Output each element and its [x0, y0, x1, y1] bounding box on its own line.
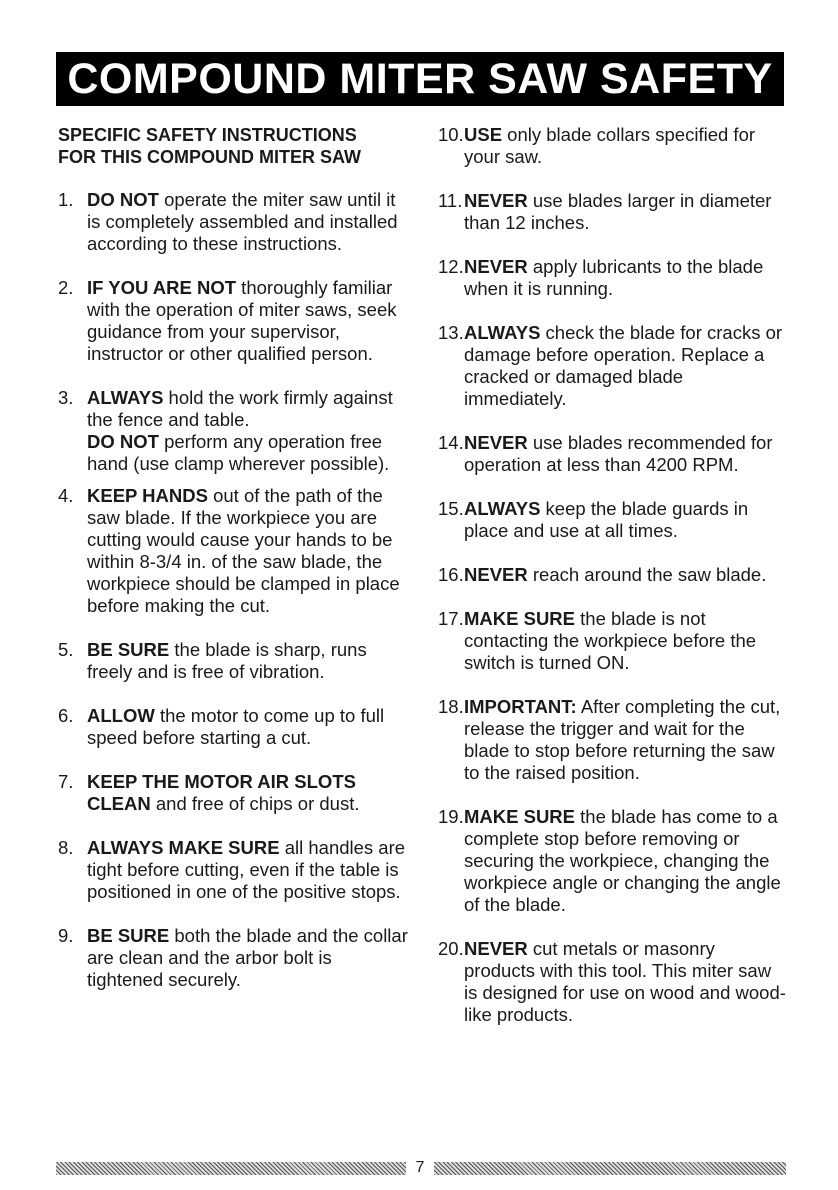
title-banner [56, 52, 784, 106]
item-body: only blade collars specified for your saw. [464, 124, 756, 167]
item-number: 5. [58, 639, 74, 660]
item-body: cut metals or masonry products with this tool. This miter saw is designed for use on wood and wood-like products. [464, 938, 786, 1025]
instruction-item-6 [58, 705, 408, 749]
item-text [464, 696, 788, 784]
instruction-item-10 [438, 124, 788, 168]
instruction-item-16 [438, 564, 788, 586]
item-number: 7. [58, 771, 74, 792]
item-lead: KEEP HANDS [87, 485, 208, 506]
footer-hatch-right [434, 1162, 786, 1175]
item-number: 8. [58, 837, 74, 858]
item-body-2: perform any operation free hand (use clamp wherever possible). [87, 431, 390, 474]
instruction-item-19 [438, 806, 788, 916]
item-lead: BE SURE [87, 925, 170, 946]
item-text [87, 485, 408, 617]
item-second-sentence [87, 431, 408, 475]
item-body: out of the path of the saw blade. If the workpiece you are cutting would cause your hands to be within 8-3/4 in. of the saw blade, the workpiece should be clamped in place before making the cut. [87, 485, 400, 616]
page-number: 7 [415, 1159, 425, 1176]
item-number: 19. [438, 806, 464, 827]
item-number: 2. [58, 277, 74, 298]
item-body: thoroughly familiar with the operation of miter saws, seek guidance from your supervisor, instructor or other qualified person. [87, 277, 397, 364]
item-text [464, 322, 788, 410]
instruction-item-20 [438, 938, 788, 1026]
item-number: 16. [438, 564, 464, 585]
item-body: operate the miter saw until it is completely assembled and installed according to these instructions. [87, 189, 398, 254]
item-body: the blade is sharp, runs freely and is free of vibration. [87, 639, 367, 682]
item-lead: NEVER [464, 432, 528, 453]
item-body: the motor to come up to full speed before starting a cut. [87, 705, 385, 748]
item-lead: ALWAYS MAKE SURE [87, 837, 280, 858]
item-lead-2: DO NOT [87, 431, 159, 452]
item-number: 1. [58, 189, 74, 210]
instruction-item-4 [58, 485, 408, 617]
instruction-item-8 [58, 837, 408, 903]
instruction-item-17 [438, 608, 788, 674]
item-body: reach around the saw blade. [527, 564, 767, 585]
right-column [438, 124, 788, 1026]
item-number: 17. [438, 608, 464, 629]
item-text [87, 705, 408, 749]
item-text [87, 387, 408, 475]
item-lead: NEVER [464, 938, 528, 959]
item-text [464, 124, 788, 168]
item-text [464, 256, 788, 300]
item-lead: ALWAYS [87, 387, 164, 408]
item-number: 15. [438, 498, 464, 519]
item-lead: IF YOU ARE NOT [87, 277, 237, 298]
item-lead: MAKE SURE [464, 608, 576, 629]
item-text [464, 498, 788, 542]
instruction-item-11 [438, 190, 788, 234]
item-number: 9. [58, 925, 74, 946]
item-number: 13. [438, 322, 464, 343]
item-text [87, 771, 408, 815]
instruction-item-5 [58, 639, 408, 683]
item-body: hold the work firmly against the fence and table. [87, 387, 393, 430]
item-lead: MAKE SURE [464, 806, 576, 827]
section-heading-line-1: SPECIFIC SAFETY INSTRUCTIONS [58, 125, 357, 145]
item-lead: NEVER [464, 190, 528, 211]
item-text [464, 608, 788, 674]
section-heading [58, 124, 408, 168]
item-number: 14. [438, 432, 464, 453]
item-body: use blades larger in diameter than 12 inches. [464, 190, 772, 233]
item-body: the blade is not contacting the workpiece before the switch is turned ON. [464, 608, 757, 673]
item-body: apply lubricants to the blade when it is running. [464, 256, 764, 299]
instruction-item-7 [58, 771, 408, 815]
left-column [58, 124, 408, 991]
item-text [87, 189, 408, 255]
instruction-item-14 [438, 432, 788, 476]
item-lead: ALWAYS [464, 322, 541, 343]
item-body: use blades recommended for operation at less than 4200 RPM. [464, 432, 773, 475]
item-number: 18. [438, 696, 464, 717]
instruction-item-2 [58, 277, 408, 365]
item-lead: ALLOW [87, 705, 155, 726]
instruction-item-18 [438, 696, 788, 784]
item-text [464, 806, 788, 916]
item-text [464, 190, 788, 234]
item-lead: NEVER [464, 564, 528, 585]
item-number: 20. [438, 938, 464, 959]
section-heading-line-2: FOR THIS COMPOUND MITER SAW [58, 147, 361, 167]
page-title: COMPOUND MITER SAW SAFETY [67, 54, 773, 103]
item-number: 10. [438, 124, 464, 145]
item-lead: NEVER [464, 256, 528, 277]
instruction-item-12 [438, 256, 788, 300]
item-body: all handles are tight before cutting, even if the table is positioned in one of the positive stops. [87, 837, 406, 902]
instruction-item-3 [58, 387, 408, 475]
item-text [464, 564, 788, 586]
item-body: After completing the cut, release the trigger and wait for the blade to stop before returning the saw to the raised position. [464, 696, 781, 783]
item-lead: IMPORTANT: [464, 696, 577, 717]
footer-hatch-left [56, 1162, 406, 1175]
item-text [464, 938, 788, 1026]
instruction-item-13 [438, 322, 788, 410]
item-body: the blade has come to a complete stop before removing or securing the workpiece, changing the workpiece angle or changing the angle of the blade. [464, 806, 781, 915]
item-number: 3. [58, 387, 74, 408]
item-body: and free of chips or dust. [150, 793, 360, 814]
instruction-item-9 [58, 925, 408, 991]
item-number: 4. [58, 485, 74, 506]
instruction-item-1 [58, 189, 408, 255]
item-body: check the blade for cracks or damage before operation. Replace a cracked or damaged blade immediately. [464, 322, 783, 409]
item-text [87, 639, 408, 683]
item-text [87, 925, 408, 991]
item-number: 11. [438, 190, 463, 211]
item-lead: BE SURE [87, 639, 170, 660]
item-lead: ALWAYS [464, 498, 541, 519]
item-number: 6. [58, 705, 74, 726]
page-footer [56, 1160, 786, 1176]
item-body: both the blade and the collar are clean and the arbor bolt is tightened securely. [87, 925, 408, 990]
item-number: 12. [438, 256, 464, 277]
item-text [464, 432, 788, 476]
item-body: keep the blade guards in place and use at all times. [464, 498, 749, 541]
item-lead: DO NOT [87, 189, 159, 210]
item-text [87, 837, 408, 903]
item-text [87, 277, 408, 365]
item-lead: USE [464, 124, 503, 145]
instruction-item-15 [438, 498, 788, 542]
item-lead: KEEP THE MOTOR AIR SLOTS CLEAN [87, 771, 356, 814]
